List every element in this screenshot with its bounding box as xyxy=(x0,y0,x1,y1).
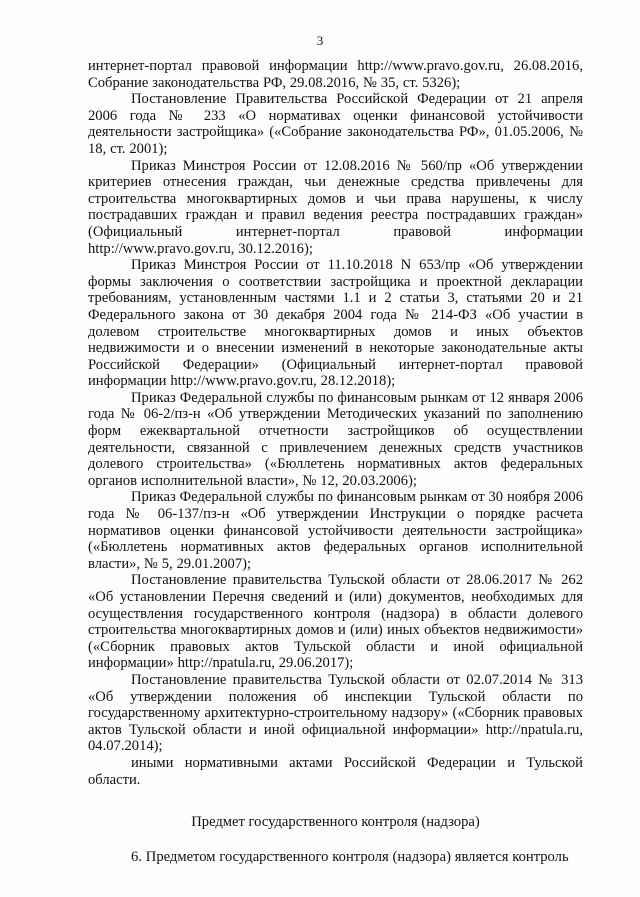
page-number: 3 xyxy=(316,33,324,48)
paragraph-item-6: 6. Предметом государственного контроля (надзора) является контроль xyxy=(131,848,569,865)
paragraph-decree-313: Постановление правительства Тульской области от 02.07.2014 № 313 «Об утверждении положения об инспекции Тульской области по государственному архитектурно-строительному надзору» («Сборник правовых актов Тульской области и иной официальной информации» http://npatula.ru, 04.07.2014); xyxy=(88,671,583,755)
paragraph-continuation: интернет-портал правовой информации http://www.pravo.gov.ru, 26.08.2016, Собрание законодательства РФ, 29.08.2016, № 35, ст. 5326); xyxy=(88,58,583,91)
paragraph-other-acts: иными нормативными актами Российской Федерации и Тульской области. xyxy=(88,754,583,788)
paragraph-order-06-137: Приказ Федеральной службы по финансовым рынкам от 30 ноября 2006 года № 06-137/пз-н «Об утверждении Инструкции о порядке расчета нормативов оценки финансовой устойчивости деятельности застройщика» («Бюллетень нормативных актов федеральных органов исполнительной власти», № 5, 29.01.2007); xyxy=(88,489,583,572)
paragraph-decree-233: Постановление Правительства Российской Федерации от 21 апреля 2006 года № 233 «О нормативах оценки финансовой устойчивости деятельности застройщика» («Собрание законодательства РФ», 01.05.2006, № 18, ст. 2001); xyxy=(88,91,583,157)
paragraph-order-06-2: Приказ Федеральной службы по финансовым рынкам от 12 января 2006 года № 06-2/пз-н «Об утверждении Методических указаний по заполнению форм ежеквартальной отчетности застройщиков об осуществлении деятельности, связанной с привлечением денежных средств участников долевого строительства» («Бюллетень нормативных актов федеральных органов исполнительной власти», № 12, 20.03.2006); xyxy=(88,389,583,489)
document-body xyxy=(88,58,583,865)
section-heading: Предмет государственного контроля (надзора) xyxy=(191,814,480,831)
paragraph-order-560: Приказ Минстроя России от 12.08.2016 № 560/пр «Об утверждении критериев отнесения граждан, чьи денежные средства привлечены для строительства многоквартирных домов и чьи права нарушены, к числу пострадавших граждан и правил ведения реестра пострадавших граждан» (Официальный интернет-портал правовой информации http://www.pravo.gov.ru, 30.12.2016); xyxy=(88,157,583,257)
paragraph-decree-262: Постановление правительства Тульской области от 28.06.2017 № 262 «Об установлении Перечня сведений и (или) документов, необходимых для осуществления государственного контроля (надзора) в области долевого строительства многоквартирных домов и (или) иных объектов недвижимости» («Сборник правовых актов Тульской области и иной официальной информации» http://npatula.ru, 29.06.2017); xyxy=(88,572,583,672)
paragraph-order-653: Приказ Минстроя России от 11.10.2018 N 653/пр «Об утверждении формы заключения о соответствии застройщика и проектной декларации требованиям, установленным частями 1.1 и 2 статьи 3, статьями 20 и 21 Федерального закона от 30 декабря 2004 года № 214-ФЗ «Об участии в долевом строительстве многоквартирных домов и иных объектов недвижимости и о внесении изменений в некоторые законодательные акты Российской Федерации» (Официальный интернет-портал правовой информации http://www.pravo.gov.ru, 28.12.2018); xyxy=(88,257,583,390)
